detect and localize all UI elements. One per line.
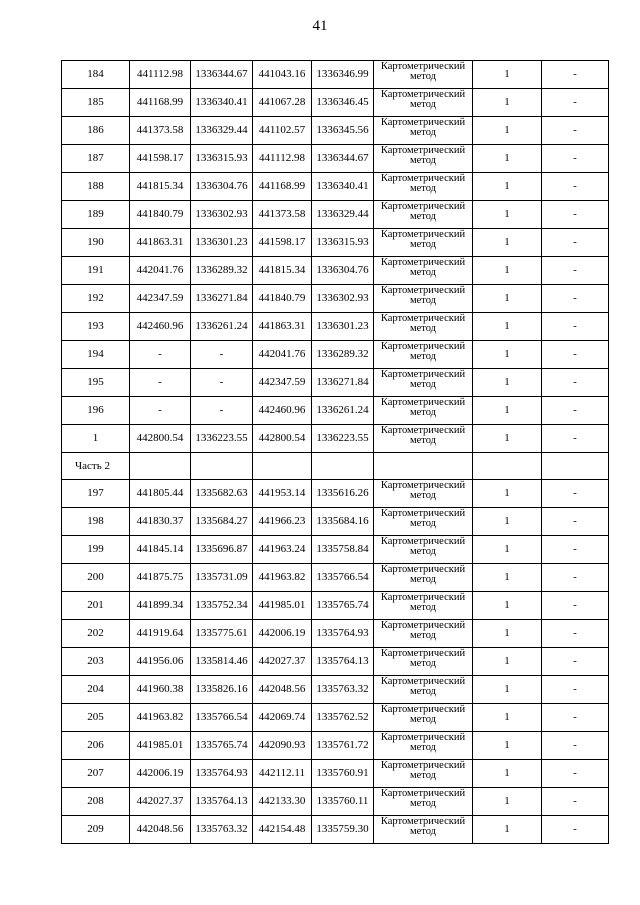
y-coordinate-cell: 1336344.67: [191, 61, 253, 89]
point-number-cell: 200: [62, 564, 130, 592]
accuracy-cell: 1: [473, 397, 542, 425]
method-cell: Картометрический метод: [374, 816, 473, 844]
table-row: [62, 397, 609, 425]
method-cell: Картометрический метод: [374, 89, 473, 117]
accuracy-cell: 1: [473, 760, 542, 788]
point-number-cell: 209: [62, 816, 130, 844]
note-cell: -: [542, 145, 609, 173]
accuracy-cell: 1: [473, 89, 542, 117]
x-coordinate-cell: 442347.59: [130, 285, 191, 313]
x-coordinate-cell: 441863.31: [130, 229, 191, 257]
method-cell: Картометрический метод: [374, 173, 473, 201]
y-coordinate-cell: -: [191, 397, 253, 425]
y-coordinate-cell: 1335826.16: [191, 676, 253, 704]
table-row: [62, 676, 609, 704]
accuracy-cell: 1: [473, 536, 542, 564]
empty-cell: [312, 453, 374, 480]
point-number-cell: 187: [62, 145, 130, 173]
x-coordinate-cell: 441815.34: [253, 257, 312, 285]
y-coordinate-cell: 1336329.44: [191, 117, 253, 145]
x-coordinate-cell: 441966.23: [253, 508, 312, 536]
y-coordinate-cell: 1336223.55: [312, 425, 374, 453]
method-cell: Картометрический метод: [374, 620, 473, 648]
y-coordinate-cell: 1336223.55: [191, 425, 253, 453]
point-number-cell: 185: [62, 89, 130, 117]
point-number-cell: 207: [62, 760, 130, 788]
method-cell: Картометрический метод: [374, 536, 473, 564]
note-cell: -: [542, 257, 609, 285]
accuracy-cell: 1: [473, 201, 542, 229]
method-cell: Картометрический метод: [374, 285, 473, 313]
point-number-cell: 205: [62, 704, 130, 732]
y-coordinate-cell: 1336345.56: [312, 117, 374, 145]
accuracy-cell: 1: [473, 480, 542, 508]
y-coordinate-cell: 1335764.93: [312, 620, 374, 648]
x-coordinate-cell: 441963.82: [130, 704, 191, 732]
y-coordinate-cell: 1336304.76: [191, 173, 253, 201]
y-coordinate-cell: 1335760.11: [312, 788, 374, 816]
x-coordinate-cell: 441168.99: [130, 89, 191, 117]
method-cell: Картометрический метод: [374, 201, 473, 229]
accuracy-cell: 1: [473, 648, 542, 676]
table-row: [62, 257, 609, 285]
y-coordinate-cell: 1336315.93: [312, 229, 374, 257]
note-cell: -: [542, 676, 609, 704]
table-row: [62, 313, 609, 341]
y-coordinate-cell: 1335684.27: [191, 508, 253, 536]
table-row: [62, 117, 609, 145]
accuracy-cell: 1: [473, 229, 542, 257]
table-row: [62, 648, 609, 676]
table-row: [62, 145, 609, 173]
point-number-cell: 194: [62, 341, 130, 369]
y-coordinate-cell: 1335761.72: [312, 732, 374, 760]
x-coordinate-cell: 441919.64: [130, 620, 191, 648]
x-coordinate-cell: 442041.76: [253, 341, 312, 369]
accuracy-cell: 1: [473, 620, 542, 648]
coordinates-table: [61, 60, 609, 844]
accuracy-cell: 1: [473, 61, 542, 89]
y-coordinate-cell: 1335775.61: [191, 620, 253, 648]
y-coordinate-cell: 1336302.93: [312, 285, 374, 313]
table-row: [62, 61, 609, 89]
x-coordinate-cell: 441598.17: [253, 229, 312, 257]
empty-cell: [542, 453, 609, 480]
y-coordinate-cell: 1335814.46: [191, 648, 253, 676]
y-coordinate-cell: 1336302.93: [191, 201, 253, 229]
x-coordinate-cell: 441168.99: [253, 173, 312, 201]
x-coordinate-cell: 441863.31: [253, 313, 312, 341]
point-number-cell: 192: [62, 285, 130, 313]
y-coordinate-cell: 1335758.84: [312, 536, 374, 564]
point-number-cell: 1: [62, 425, 130, 453]
method-cell: Картометрический метод: [374, 704, 473, 732]
table-row: [62, 369, 609, 397]
accuracy-cell: 1: [473, 508, 542, 536]
y-coordinate-cell: 1336315.93: [191, 145, 253, 173]
x-coordinate-cell: 442460.96: [253, 397, 312, 425]
x-coordinate-cell: 442006.19: [130, 760, 191, 788]
method-cell: Картометрический метод: [374, 229, 473, 257]
point-number-cell: 203: [62, 648, 130, 676]
method-cell: Картометрический метод: [374, 732, 473, 760]
point-number-cell: 208: [62, 788, 130, 816]
x-coordinate-cell: 441963.82: [253, 564, 312, 592]
y-coordinate-cell: 1336301.23: [312, 313, 374, 341]
x-coordinate-cell: 441953.14: [253, 480, 312, 508]
accuracy-cell: 1: [473, 313, 542, 341]
method-cell: Картометрический метод: [374, 145, 473, 173]
method-cell: Картометрический метод: [374, 760, 473, 788]
point-number-cell: 186: [62, 117, 130, 145]
empty-cell: [130, 453, 191, 480]
accuracy-cell: 1: [473, 173, 542, 201]
x-coordinate-cell: 441373.58: [130, 117, 191, 145]
table-row: [62, 592, 609, 620]
note-cell: -: [542, 592, 609, 620]
y-coordinate-cell: 1335764.13: [312, 648, 374, 676]
table-row: [62, 704, 609, 732]
y-coordinate-cell: -: [191, 341, 253, 369]
y-coordinate-cell: 1335766.54: [312, 564, 374, 592]
y-coordinate-cell: 1335765.74: [312, 592, 374, 620]
x-coordinate-cell: 441805.44: [130, 480, 191, 508]
section-row: [62, 453, 609, 480]
note-cell: -: [542, 89, 609, 117]
x-coordinate-cell: 441840.79: [253, 285, 312, 313]
note-cell: -: [542, 620, 609, 648]
note-cell: -: [542, 508, 609, 536]
table-row: [62, 564, 609, 592]
accuracy-cell: 1: [473, 425, 542, 453]
y-coordinate-cell: 1335764.13: [191, 788, 253, 816]
y-coordinate-cell: 1335616.26: [312, 480, 374, 508]
y-coordinate-cell: 1335763.32: [191, 816, 253, 844]
point-number-cell: 196: [62, 397, 130, 425]
y-coordinate-cell: 1336340.41: [191, 89, 253, 117]
x-coordinate-cell: 441899.34: [130, 592, 191, 620]
note-cell: -: [542, 173, 609, 201]
note-cell: -: [542, 788, 609, 816]
x-coordinate-cell: 441960.38: [130, 676, 191, 704]
point-number-cell: 195: [62, 369, 130, 397]
x-coordinate-cell: 442006.19: [253, 620, 312, 648]
empty-cell: [473, 453, 542, 480]
note-cell: -: [542, 397, 609, 425]
y-coordinate-cell: 1335684.16: [312, 508, 374, 536]
table-row: [62, 201, 609, 229]
x-coordinate-cell: 441985.01: [130, 732, 191, 760]
point-number-cell: 193: [62, 313, 130, 341]
x-coordinate-cell: 442800.54: [130, 425, 191, 453]
accuracy-cell: 1: [473, 816, 542, 844]
table-row: [62, 788, 609, 816]
empty-cell: [191, 453, 253, 480]
table-row: [62, 760, 609, 788]
note-cell: -: [542, 816, 609, 844]
y-coordinate-cell: -: [191, 369, 253, 397]
note-cell: -: [542, 201, 609, 229]
y-coordinate-cell: 1336344.67: [312, 145, 374, 173]
section-label: Часть 2: [62, 453, 130, 480]
note-cell: -: [542, 648, 609, 676]
table-row: [62, 732, 609, 760]
empty-cell: [253, 453, 312, 480]
x-coordinate-cell: 441112.98: [253, 145, 312, 173]
method-cell: Картометрический метод: [374, 369, 473, 397]
point-number-cell: 201: [62, 592, 130, 620]
x-coordinate-cell: -: [130, 369, 191, 397]
note-cell: -: [542, 369, 609, 397]
table-row: [62, 229, 609, 257]
point-number-cell: 190: [62, 229, 130, 257]
page-number: 41: [312, 18, 328, 34]
x-coordinate-cell: 441840.79: [130, 201, 191, 229]
point-number-cell: 184: [62, 61, 130, 89]
y-coordinate-cell: 1335765.74: [191, 732, 253, 760]
y-coordinate-cell: 1335760.91: [312, 760, 374, 788]
table-row: [62, 425, 609, 453]
y-coordinate-cell: 1335731.09: [191, 564, 253, 592]
accuracy-cell: 1: [473, 341, 542, 369]
x-coordinate-cell: 442048.56: [253, 676, 312, 704]
y-coordinate-cell: 1336340.41: [312, 173, 374, 201]
accuracy-cell: 1: [473, 592, 542, 620]
x-coordinate-cell: -: [130, 341, 191, 369]
table-row: [62, 480, 609, 508]
x-coordinate-cell: 442027.37: [130, 788, 191, 816]
x-coordinate-cell: 442800.54: [253, 425, 312, 453]
point-number-cell: 188: [62, 173, 130, 201]
x-coordinate-cell: 441845.14: [130, 536, 191, 564]
point-number-cell: 202: [62, 620, 130, 648]
x-coordinate-cell: 441956.06: [130, 648, 191, 676]
x-coordinate-cell: 441598.17: [130, 145, 191, 173]
y-coordinate-cell: 1336304.76: [312, 257, 374, 285]
x-coordinate-cell: 441830.37: [130, 508, 191, 536]
method-cell: Картометрический метод: [374, 508, 473, 536]
y-coordinate-cell: 1336261.24: [191, 313, 253, 341]
method-cell: Картометрический метод: [374, 564, 473, 592]
table-row: [62, 341, 609, 369]
y-coordinate-cell: 1335682.63: [191, 480, 253, 508]
note-cell: -: [542, 425, 609, 453]
method-cell: Картометрический метод: [374, 117, 473, 145]
accuracy-cell: 1: [473, 117, 542, 145]
method-cell: Картометрический метод: [374, 425, 473, 453]
accuracy-cell: 1: [473, 732, 542, 760]
x-coordinate-cell: 442041.76: [130, 257, 191, 285]
y-coordinate-cell: 1336301.23: [191, 229, 253, 257]
y-coordinate-cell: 1336289.32: [191, 257, 253, 285]
x-coordinate-cell: 442112.11: [253, 760, 312, 788]
note-cell: -: [542, 117, 609, 145]
x-coordinate-cell: 442154.48: [253, 816, 312, 844]
note-cell: -: [542, 229, 609, 257]
x-coordinate-cell: 442347.59: [253, 369, 312, 397]
point-number-cell: 198: [62, 508, 130, 536]
y-coordinate-cell: 1335759.30: [312, 816, 374, 844]
x-coordinate-cell: 441112.98: [130, 61, 191, 89]
x-coordinate-cell: -: [130, 397, 191, 425]
empty-cell: [374, 453, 473, 480]
table-row: [62, 508, 609, 536]
method-cell: Картометрический метод: [374, 592, 473, 620]
y-coordinate-cell: 1336346.99: [312, 61, 374, 89]
y-coordinate-cell: 1335762.52: [312, 704, 374, 732]
table-row: [62, 173, 609, 201]
x-coordinate-cell: 441067.28: [253, 89, 312, 117]
accuracy-cell: 1: [473, 257, 542, 285]
table-row: [62, 536, 609, 564]
y-coordinate-cell: 1335752.34: [191, 592, 253, 620]
method-cell: Картометрический метод: [374, 341, 473, 369]
x-coordinate-cell: 441815.34: [130, 173, 191, 201]
x-coordinate-cell: 442069.74: [253, 704, 312, 732]
note-cell: -: [542, 480, 609, 508]
note-cell: -: [542, 704, 609, 732]
method-cell: Картометрический метод: [374, 257, 473, 285]
y-coordinate-cell: 1335764.93: [191, 760, 253, 788]
x-coordinate-cell: 441875.75: [130, 564, 191, 592]
method-cell: Картометрический метод: [374, 648, 473, 676]
x-coordinate-cell: 441373.58: [253, 201, 312, 229]
y-coordinate-cell: 1336289.32: [312, 341, 374, 369]
y-coordinate-cell: 1336329.44: [312, 201, 374, 229]
accuracy-cell: 1: [473, 564, 542, 592]
note-cell: -: [542, 536, 609, 564]
note-cell: -: [542, 313, 609, 341]
note-cell: -: [542, 341, 609, 369]
point-number-cell: 191: [62, 257, 130, 285]
y-coordinate-cell: 1335766.54: [191, 704, 253, 732]
x-coordinate-cell: 442090.93: [253, 732, 312, 760]
table-row: [62, 285, 609, 313]
accuracy-cell: 1: [473, 145, 542, 173]
y-coordinate-cell: 1335696.87: [191, 536, 253, 564]
table-row: [62, 816, 609, 844]
point-number-cell: 197: [62, 480, 130, 508]
table-row: [62, 620, 609, 648]
table-body: [62, 61, 609, 844]
x-coordinate-cell: 442460.96: [130, 313, 191, 341]
table-row: [62, 89, 609, 117]
accuracy-cell: 1: [473, 285, 542, 313]
y-coordinate-cell: 1335763.32: [312, 676, 374, 704]
x-coordinate-cell: 441985.01: [253, 592, 312, 620]
x-coordinate-cell: 442133.30: [253, 788, 312, 816]
method-cell: Картометрический метод: [374, 313, 473, 341]
note-cell: -: [542, 564, 609, 592]
method-cell: Картометрический метод: [374, 397, 473, 425]
note-cell: -: [542, 760, 609, 788]
point-number-cell: 199: [62, 536, 130, 564]
x-coordinate-cell: 441102.57: [253, 117, 312, 145]
note-cell: -: [542, 61, 609, 89]
point-number-cell: 204: [62, 676, 130, 704]
method-cell: Картометрический метод: [374, 480, 473, 508]
x-coordinate-cell: 442048.56: [130, 816, 191, 844]
y-coordinate-cell: 1336271.84: [191, 285, 253, 313]
x-coordinate-cell: 442027.37: [253, 648, 312, 676]
accuracy-cell: 1: [473, 788, 542, 816]
note-cell: -: [542, 732, 609, 760]
point-number-cell: 189: [62, 201, 130, 229]
method-cell: Картометрический метод: [374, 61, 473, 89]
x-coordinate-cell: 441963.24: [253, 536, 312, 564]
y-coordinate-cell: 1336261.24: [312, 397, 374, 425]
y-coordinate-cell: 1336271.84: [312, 369, 374, 397]
y-coordinate-cell: 1336346.45: [312, 89, 374, 117]
accuracy-cell: 1: [473, 704, 542, 732]
point-number-cell: 206: [62, 732, 130, 760]
note-cell: -: [542, 285, 609, 313]
accuracy-cell: 1: [473, 369, 542, 397]
method-cell: Картометрический метод: [374, 676, 473, 704]
accuracy-cell: 1: [473, 676, 542, 704]
x-coordinate-cell: 441043.16: [253, 61, 312, 89]
method-cell: Картометрический метод: [374, 788, 473, 816]
